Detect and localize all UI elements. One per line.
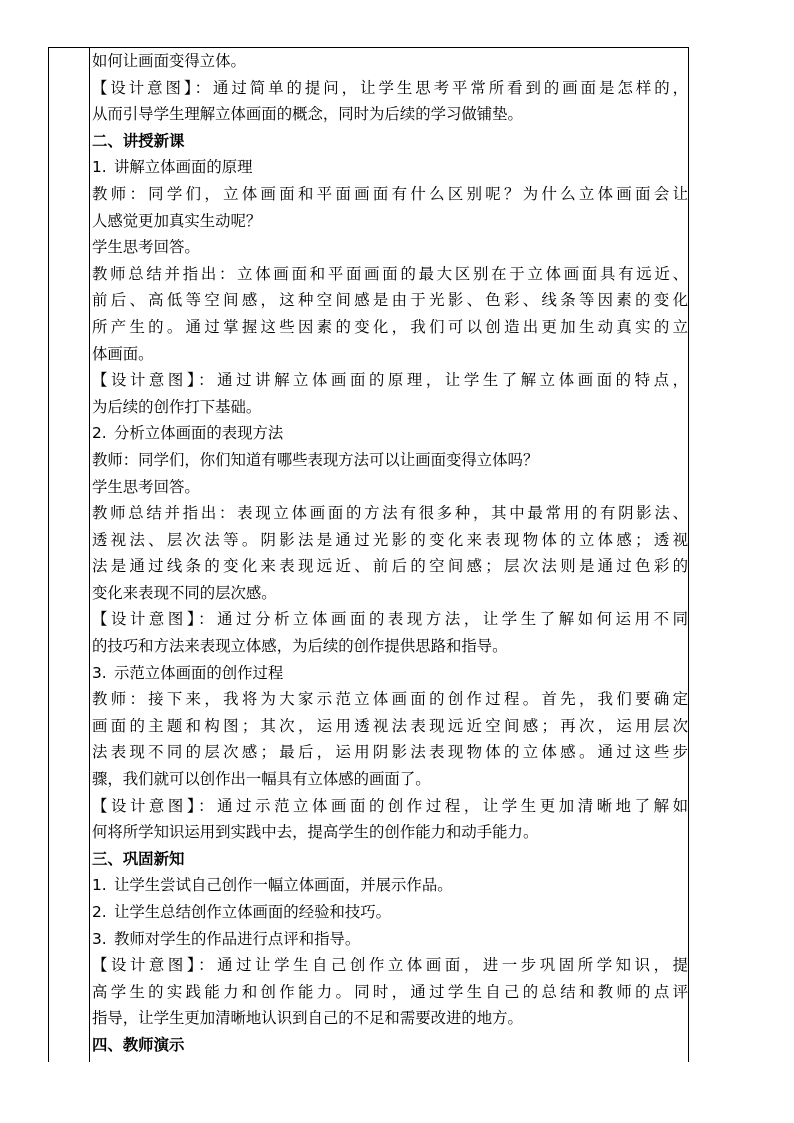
paragraph-line: 学生思考回答。 <box>92 477 200 496</box>
section-heading: 二、讲授新课 <box>92 131 185 150</box>
paragraph-line: 教师总结并指出：立体画面和平面画面的最大区别在于立体画面具有远近、 <box>92 264 688 283</box>
paragraph-line: 所产生的。通过掌握这些因素的变化，我们可以创造出更加生动真实的立 <box>92 317 688 336</box>
numbered-item <box>92 420 688 447</box>
item-number: 3. <box>92 929 107 948</box>
item-number: 1. <box>92 158 107 177</box>
paragraph-line: 人感觉更加真实生动呢？ <box>92 211 262 230</box>
paragraph-line: 体画面。 <box>92 344 154 363</box>
paragraph-line: 教师：同学们，你们知道有哪些表现方法可以让画面变得立体吗？ <box>92 450 539 469</box>
item-text: 分析立体画面的表现方法 <box>114 424 284 443</box>
item-number: 2. <box>92 424 107 443</box>
item-text: 让学生尝试自己创作一幅立体画面，并展示作品。 <box>114 876 453 895</box>
paragraph-line: 为后续的创作打下基础。 <box>92 397 262 416</box>
paragraph-line: 学生思考回答。 <box>92 238 200 257</box>
item-number: 2. <box>92 903 107 921</box>
item-number: 1. <box>92 876 107 895</box>
paragraph-line: 的技巧和方法来表现立体感，为后续的创作提供思路和指导。 <box>92 637 508 656</box>
numbered-item <box>92 926 688 953</box>
item-text: 示范立体画面的创作过程 <box>114 663 284 682</box>
paragraph-line: 从而引导学生理解立体画面的概念，同时为后续的学习做铺垫。 <box>92 105 523 124</box>
table-content-cell <box>92 48 688 1062</box>
item-number: 3. <box>92 663 107 682</box>
paragraph-line: 如何让画面变得立体。 <box>92 52 246 70</box>
paragraph-line: 教师总结并指出：表现立体画面的方法有很多种，其中最常用的有阴影法、 <box>92 504 688 523</box>
paragraph-line: 【设计意图】：通过示范立体画面的创作过程，让学生更加清晰地了解如 <box>92 796 688 815</box>
numbered-item <box>92 872 688 899</box>
paragraph-line: 高学生的实践能力和创作能力。同时，通过学生自己的总结和教师的点评 <box>92 982 688 1001</box>
paragraph-line: 前后、高低等空间感，这种空间感是由于光影、色彩、线条等因素的变化 <box>92 291 688 310</box>
paragraph-line: 【设计意图】：通过分析立体画面的表现方法，让学生了解如何运用不同 <box>92 610 688 629</box>
paragraph-line: 何将所学知识运用到实践中去，提高学生的创作能力和动手能力。 <box>92 823 539 842</box>
numbered-item <box>92 660 688 687</box>
section-heading: 四、教师演示 <box>92 1035 185 1054</box>
paragraph-line: 画面的主题和构图；其次，运用透视法表现远近空间感；再次，运用层次 <box>92 716 688 735</box>
section-heading: 三、巩固新知 <box>92 849 185 868</box>
paragraph-line: 教师：接下来，我将为大家示范立体画面的创作过程。首先，我们要确定 <box>92 690 688 709</box>
numbered-item <box>92 899 688 926</box>
lesson-plan-table <box>48 47 689 1062</box>
paragraph-line: 骤，我们就可以创作出一幅具有立体感的画面了。 <box>92 770 431 789</box>
paragraph-line: 法表现不同的层次感；最后，运用阴影法表现物体的立体感。通过这些步 <box>92 743 688 762</box>
item-text: 让学生总结创作立体画面的经验和技巧。 <box>114 903 392 921</box>
paragraph-line: 变化来表现不同的层次感。 <box>92 583 277 602</box>
paragraph-line: 透视法、层次法等。阴影法是通过光影的变化来表现物体的立体感；透视 <box>92 530 688 549</box>
paragraph-line: 教师：同学们，立体画面和平面画面有什么区别呢？为什么立体画面会让 <box>92 184 688 203</box>
item-text: 讲解立体画面的原理 <box>114 158 253 177</box>
numbered-item <box>92 154 688 181</box>
paragraph-line: 【设计意图】：通过简单的提问，让学生思考平常所看到的画面是怎样的， <box>92 78 688 97</box>
paragraph-line: 【设计意图】：通过讲解立体画面的原理，让学生了解立体画面的特点， <box>92 371 688 390</box>
paragraph-line: 【设计意图】：通过让学生自己创作立体画面，进一步巩固所学知识，提 <box>92 956 688 975</box>
item-text: 教师对学生的作品进行点评和指导。 <box>114 929 361 948</box>
paragraph-line: 法是通过线条的变化来表现远近、前后的空间感；层次法则是通过色彩的 <box>92 557 688 576</box>
paragraph-line: 指导，让学生更加清晰地认识到自己的不足和需要改进的地方。 <box>92 1009 523 1028</box>
table-left-column <box>49 48 90 1062</box>
